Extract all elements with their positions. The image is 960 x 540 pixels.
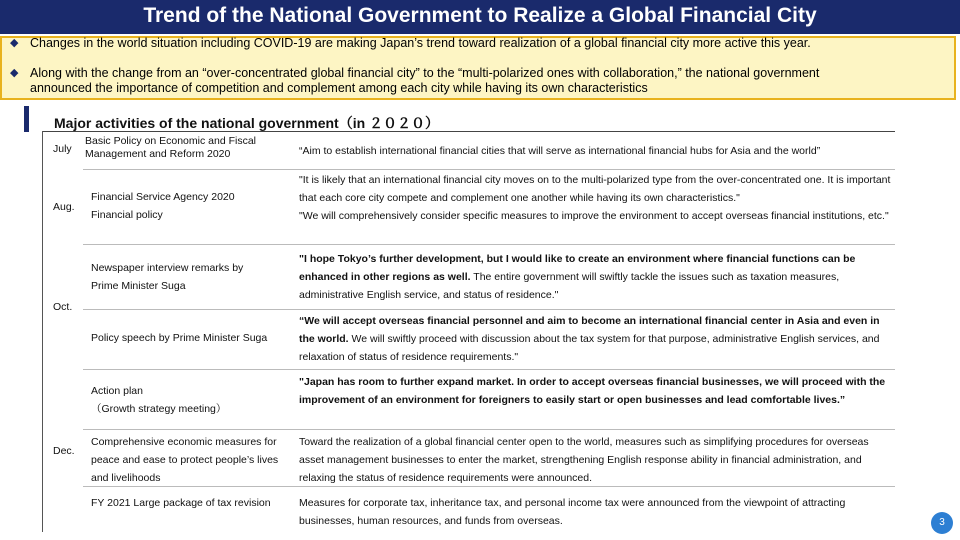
quote-policy-speech <box>299 312 891 366</box>
activity-fsa-2020: Financial Service Agency 2020 <box>91 191 235 203</box>
activity-policy-speech: Policy speech by Prime Minister Suga <box>91 332 268 344</box>
summary-text-1: Changes in the world situation including COVID-19 are making Japan’s trend toward realization of a global financial city more active this year. <box>30 36 811 50</box>
quote-tax-revision: Measures for corporate tax, inheritance tax, and personal income tax were announced from the viewpoint of attracting businesses, human resources, and funds from overseas. <box>299 497 846 527</box>
activity-newspaper-interview: Newspaper interview remarks by Prime Minister Suga <box>91 262 244 292</box>
quote-continuation: The entire government will swiftly tackle the issues such as taxation measures, administrative English service, and status of residence." <box>299 271 840 301</box>
section-title: Major activities of the national government（in ２０２０） <box>54 115 440 131</box>
activity-basic-policy: Basic Policy on Economic and Fiscal Management and Reform 2020 <box>85 135 256 160</box>
activities-table <box>42 131 895 532</box>
quote-action-plan: "Japan has room to further expand market. In order to accept overseas financial businesses, we will proceed with the improvement of an environment for foreigners to easily start or open businesses and lead comfortable lives.” <box>299 376 886 406</box>
quote-basic-policy: “Aim to establish international financial cities that will serve as international financial hubs for Asia and the world” <box>299 145 821 157</box>
activity-tax-revision: FY 2021 Large package of tax revision <box>91 497 271 509</box>
row-divider <box>83 169 895 170</box>
quote-fsa-2: "We will comprehensively consider specific measures to improve the environment to accept overseas financial institutions, etc." <box>299 210 889 222</box>
section-accent-bar <box>24 106 29 132</box>
quote-economic-measures: Toward the realization of a global financial center open to the world, measures such as simplifying procedures for overseas asset management businesses to enter the market, strengthening English response ability in financial administration, and relaxing the status of residence requirements were announced. <box>299 436 869 484</box>
row-divider <box>83 244 895 245</box>
diamond-bullet-icon: ◆ <box>10 67 19 79</box>
page-number-badge: 3 <box>931 512 953 534</box>
row-divider <box>83 369 895 370</box>
month-july: July <box>53 143 72 155</box>
quote-newspaper-interview <box>299 250 891 304</box>
month-oct: Oct. <box>53 301 73 313</box>
activity-action-plan: Action plan <box>91 385 143 397</box>
activity-growth-strategy: （Growth strategy meeting） <box>91 403 227 415</box>
row-divider <box>83 429 895 430</box>
month-dec: Dec. <box>53 445 75 457</box>
page-title: Trend of the National Government to Realize a Global Financial City <box>143 4 817 27</box>
table-top-border <box>43 131 895 132</box>
summary-text-2: Along with the change from an “over-concentrated global financial city” to the “multi-polarized ones with collaboration,” the national government announced the importance of competition and complement among each city while having its own characteristics <box>30 66 820 95</box>
quote-fsa-1: "It is likely that an international financial city moves on to the multi-polarized type from the over-concentrated one. It is important that each core city compete and complement one another while having its own characteristics." <box>299 174 891 204</box>
activity-economic-measures: Comprehensive economic measures for peace and ease to protect people’s lives and livelihoods <box>91 436 279 484</box>
quote-continuation: We will swiftly proceed with discussion about the tax system for that purpose, administrative English services, and relaxation of status of residence requirements." <box>299 333 880 363</box>
month-aug: Aug. <box>53 201 75 213</box>
row-divider <box>83 309 895 310</box>
activity-financial-policy: Financial policy <box>91 209 163 221</box>
quote-emphasis: “We will accept overseas financial personnel and aim to become an international financial center in Asia and even in the world. <box>299 315 880 345</box>
quote-emphasis: "I hope Tokyo’s further development, but I would like to create an environment where financial functions can be enhanced in other regions as well. <box>299 253 856 283</box>
diamond-bullet-icon: ◆ <box>10 37 19 49</box>
